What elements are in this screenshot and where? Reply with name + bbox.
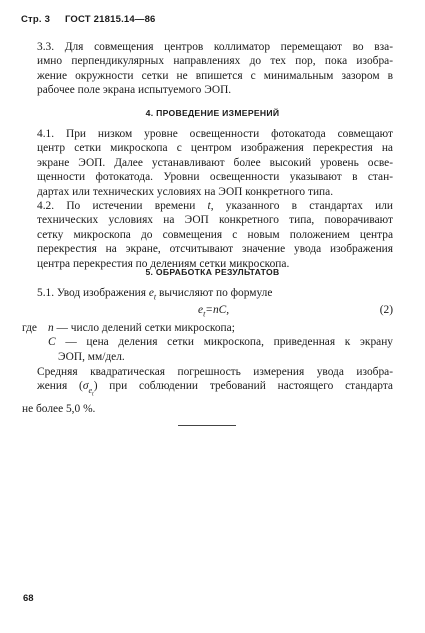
- section-5-title: 5. ОБРАБОТКА РЕЗУЛЬТАТОВ: [145, 267, 280, 277]
- text-line: дартах или технических условиях на ЭОП конкретного типа.: [37, 185, 334, 198]
- paragraph-4-2: [22, 199, 393, 271]
- paragraph-5-2: [22, 365, 393, 416]
- definition-c: C — цена деления сетки микроскопа, приведенная к экрану ЭОП, мм/дел.: [48, 336, 393, 363]
- text-line: технических условиях на ЭОП конкретного типа, поворачивают: [37, 214, 393, 227]
- text-line: 5.1. Увод изображения $e_t$ вычисляют по формуле: [37, 287, 273, 302]
- text-line: центр сетки микроскопа с центром изображения перекрестия на: [37, 142, 393, 155]
- text-line: 3.3. Для совмещения центров коллиматор перемещают во вза-: [37, 41, 393, 53]
- page-number: 68: [23, 593, 34, 604]
- text-line: жения $(\sigma_{e_t})$ при соблюдении требований настоящего стандарта: [37, 380, 393, 398]
- paragraph-4-1: [22, 127, 393, 199]
- running-header: [21, 14, 156, 25]
- variable-definitions: [22, 321, 393, 364]
- variable-t: t: [207, 200, 211, 212]
- text-line: 4.1. При низком уровне освещенности фотокатода совмещают: [37, 128, 393, 140]
- text-line: щенности фотокатода. Уровни освещенности указывают в стан-: [37, 171, 393, 184]
- standard-number: ГОСТ 21815.14—86: [64, 14, 156, 25]
- end-rule: [178, 425, 236, 426]
- page-label: Стр. 3: [21, 14, 51, 25]
- text-line: перекрестия на экране, отсчитывают значение увода изображения: [37, 243, 393, 256]
- formula: $e_t=nC$,: [198, 304, 230, 319]
- text-line: сетку микроскопа до совмещения с новым положением центра: [37, 228, 393, 241]
- text-line: не более 5,0 %.: [22, 402, 96, 415]
- text-line: Средняя квадратическая погрешность измерения увода изобра-: [37, 366, 393, 378]
- text-line: имно перпендикулярных направлениях до тех пор, пока изобра-: [37, 55, 393, 68]
- formula-number: (2): [379, 304, 393, 316]
- definition-n: где n — число делений сетки микроскопа;: [22, 322, 235, 334]
- text-line: 4.2. По истечении времени t, указанного в стандартах или: [37, 200, 393, 212]
- paragraph-3-3: [22, 40, 393, 98]
- formula-row: [22, 304, 393, 320]
- text-line: рабочее поле экрана испытуемого ЭОП.: [37, 84, 232, 97]
- section-4-title: 4. ПРОВЕДЕНИЕ ИЗМЕРЕНИЙ: [145, 108, 280, 118]
- text-line: экране ЭОП. Далее устанавливают более высокий уровень осве-: [37, 156, 393, 169]
- paragraph-5-1: [22, 286, 393, 305]
- text-line: жение окружности сетки не впишется с минимальным зазором в: [37, 69, 393, 82]
- text-line: центра перекрестия по делениям сетки микроскопа.: [37, 257, 290, 270]
